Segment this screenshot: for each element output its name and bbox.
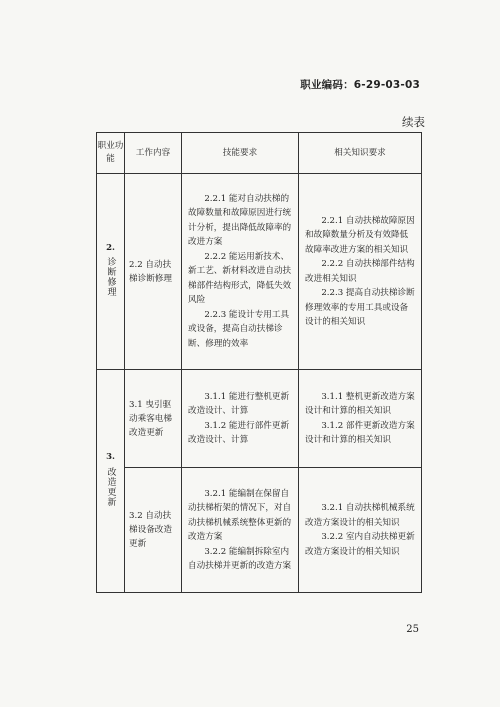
- function-number: 2.: [106, 242, 115, 253]
- skill-cell: [182, 468, 299, 593]
- function-cell-renovation: [97, 370, 125, 593]
- skill-item: 2.2.2 能运用新技术、新工艺、新材料改进自动扶梯部件结构形式，降低失效风险: [188, 251, 292, 306]
- skill-cell: [182, 174, 299, 370]
- skill-item: 3.2.1 能编制在保留自动扶梯桁架的情况下，对自动扶梯机械系统整体更新的改造方案: [188, 488, 292, 542]
- task-cell: 3.1 曳引驱动乘客电梯改造更新: [125, 370, 182, 468]
- skill-item: 2.2.3 能设计专用工具或设备，提高自动扶梯诊断、修理的效率: [188, 309, 290, 349]
- function-cell-diagnosis: [97, 174, 125, 370]
- skill-item: 3.2.2 能编制拆除室内自动扶梯并更新的改造方案: [188, 546, 292, 571]
- table-row: [97, 370, 422, 468]
- knowledge-cell: [299, 468, 422, 593]
- task-cell: 2.2 自动扶梯诊断修理: [125, 174, 182, 370]
- knowledge-cell: [299, 370, 422, 468]
- knowledge-item: 2.2.2 自动扶梯部件结构改进相关知识: [305, 259, 415, 284]
- skill-item: 2.2.1 能对自动扶梯的故障数量和故障原因进行统计分析，提出降低故障率的改进方案: [188, 193, 292, 248]
- knowledge-cell: [299, 174, 422, 370]
- knowledge-item: 3.2.1 自动扶梯机械系统改造方案设计的相关知识: [305, 503, 415, 528]
- knowledge-item: 2.2.1 自动扶梯故障原因和故障数量分析及有效降低故障率改进方案的相关知识: [305, 215, 415, 255]
- skill-item: 3.1.2 能进行部件更新改造设计、计算: [188, 420, 290, 445]
- header-function: 职业功能: [97, 133, 125, 174]
- table-header-row: [97, 133, 422, 174]
- knowledge-item: 3.1.2 部件更新改造方案设计和计算的相关知识: [305, 420, 415, 445]
- knowledge-item: 2.2.3 提高自动扶梯诊断修理效率的专用工具或设备设计的相关知识: [305, 288, 415, 327]
- function-number: 3.: [106, 452, 115, 462]
- table-row: [97, 174, 422, 370]
- function-name: 诊断修理: [105, 257, 116, 297]
- header-task: 工作内容: [125, 133, 182, 174]
- job-code: 职业编码：6-29-03-03: [300, 79, 420, 91]
- task-cell: 3.2 自动扶梯设备改造更新: [125, 468, 182, 593]
- skills-table: [96, 132, 422, 593]
- table-row: [97, 468, 422, 593]
- knowledge-item: 3.1.1 整机更新改造方案设计和计算的相关知识: [305, 391, 415, 416]
- continued-label: 续表: [402, 115, 425, 129]
- function-name: 改造更新: [105, 466, 116, 507]
- skill-item: 3.1.1 能进行整机更新改造设计、计算: [188, 391, 290, 416]
- page-number: 25: [406, 624, 419, 635]
- skill-cell: [182, 370, 299, 468]
- knowledge-item: 3.2.2 室内自动扶梯更新改造方案设计的相关知识: [305, 532, 415, 557]
- header-skill: 技能要求: [182, 133, 299, 174]
- header-knowledge: 相关知识要求: [299, 133, 422, 174]
